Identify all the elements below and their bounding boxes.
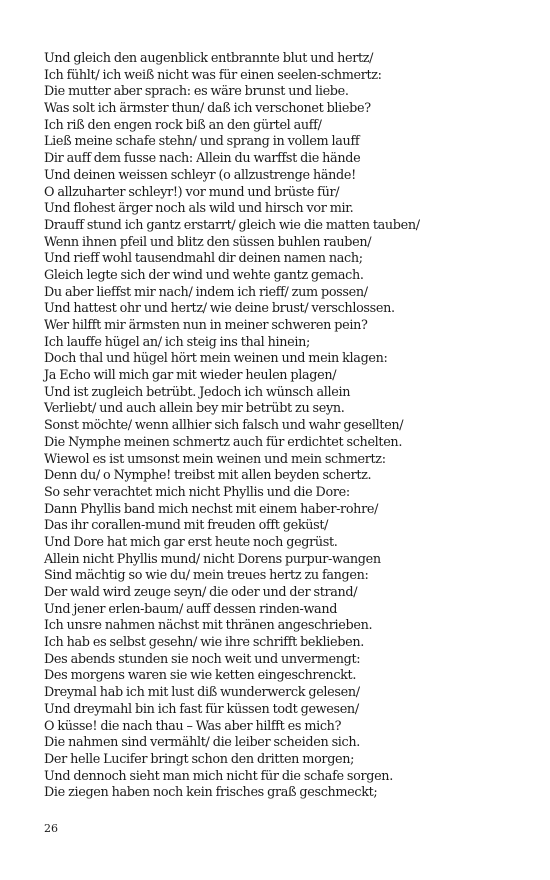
- poem-line: Wenn ihnen pfeil und blitz den süssen buhlen rauben/: [44, 234, 372, 250]
- poem-line: Ich riß den engen rock biß an den gürtel auff/: [44, 117, 322, 133]
- poem-line: Sonst möchte/ wenn allhier sich falsch und wahr gesellten/: [44, 418, 404, 434]
- poem-line: Allein nicht Phyllis mund/ nicht Dorens purpur-wangen: [44, 551, 381, 567]
- page-number: 26: [44, 822, 58, 835]
- poem-line: Die nahmen sind vermählt/ die leiber scheiden sich.: [44, 735, 360, 751]
- poem-line: Du aber lieffst mir nach/ indem ich rieff/ zum possen/: [44, 284, 368, 300]
- poem-line: Wer hilfft mir ärmsten nun in meiner schweren pein?: [44, 318, 368, 333]
- poem-line: Ich unsre nahmen nächst mit thränen angeschrieben.: [44, 618, 373, 634]
- poem-line: O allzuharter schleyr!) vor mund und brüste für/: [44, 184, 340, 200]
- poem-line: So sehr verachtet mich nicht Phyllis und die Dore:: [44, 484, 350, 500]
- poem-line: Und deinen weissen schleyr (o allzustrenge hände!: [44, 167, 356, 183]
- poem-line: Und flohest ärger noch als wild und hirsch vor mir.: [44, 201, 354, 217]
- poem-line: Des abends stunden sie noch weit und unvermengt:: [44, 651, 361, 667]
- poem-line: Dir auff dem fusse nach: Allein du warffst die hände: [44, 151, 361, 167]
- poem-line: Ich fühlt/ ich weiß nicht was für einen seelen-schmertz:: [44, 67, 382, 83]
- poem-line: Was solt ich ärmster thun/ daß ich verschonet bliebe?: [44, 101, 371, 117]
- poem-line: Das ihr corallen-mund mit freuden offt geküst/: [44, 518, 329, 534]
- poem-line: Sind mächtig so wie du/ mein treues hertz zu fangen:: [44, 568, 369, 584]
- poem-line: Und hattest ohr und hertz/ wie deine brust/ verschlossen.: [44, 301, 395, 317]
- poem-line: Und gleich den augenblick entbrannte blut und hertz/: [44, 51, 374, 66]
- poem-line: Die mutter aber sprach: es wäre brunst und liebe.: [44, 84, 349, 100]
- poem-line: Und rieff wohl tausendmahl dir deinen namen nach;: [44, 251, 363, 267]
- poem-line: Der wald wird zeuge seyn/ die oder und der strand/: [44, 585, 358, 600]
- poem-line: Die ziegen haben noch kein frisches graß geschmeckt;: [44, 785, 378, 801]
- poem-line: O küsse! die nach thau – Was aber hilfft es mich?: [44, 718, 342, 734]
- poem-line: Und jener erlen-baum/ auff dessen rinden-wand: [44, 601, 338, 617]
- poem-line: Die Nymphe meinen schmertz auch für erdichtet schelten.: [44, 434, 403, 450]
- poem-line: Ich lauffe hügel an/ ich steig ins thal hinein;: [44, 334, 310, 350]
- poem-line: Dreymal hab ich mit lust diß wunderwerck gelesen/: [44, 685, 360, 701]
- poem-line: Und ist zugleich betrübt. Jedoch ich wünsch allein: [44, 384, 351, 400]
- poem-line: Ja Echo will mich gar mit wieder heulen plagen/: [44, 368, 337, 384]
- poem-line: Verliebt/ und auch allein bey mir betrübt zu seyn.: [44, 401, 345, 417]
- poem-line: Ließ meine schafe stehn/ und sprang in vollem lauff: [44, 134, 360, 150]
- poem-line: Und dennoch sieht man mich nicht für die schafe sorgen.: [44, 768, 393, 784]
- poem-line: Und Dore hat mich gar erst heute noch gegrüst.: [44, 534, 338, 550]
- poem-line: Und dreymahl bin ich fast für küssen todt gewesen/: [44, 701, 359, 717]
- poem-line: Des morgens waren sie wie ketten eingeschrenckt.: [44, 668, 357, 684]
- poem-line: Doch thal und hügel hört mein weinen und mein klagen:: [44, 351, 388, 367]
- poem-line: Drauff stund ich gantz erstarrt/ gleich wie die matten tauben/: [44, 217, 420, 233]
- poem-line: Wiewol es ist umsonst mein weinen und mein schmertz:: [44, 451, 386, 467]
- poem-line: Denn du/ o Nymphe! treibst mit allen beyden schertz.: [44, 468, 372, 484]
- poem-line: Der helle Lucifer bringt schon den dritten morgen;: [44, 751, 355, 767]
- poem-text: [44, 51, 420, 802]
- poem-line: Ich hab es selbst gesehn/ wie ihre schrifft beklieben.: [44, 635, 364, 651]
- poem-line: Dann Phyllis band mich nechst mit einem haber-rohre/: [44, 501, 379, 517]
- poem-line: Gleich legte sich der wind und wehte gantz gemach.: [44, 267, 364, 283]
